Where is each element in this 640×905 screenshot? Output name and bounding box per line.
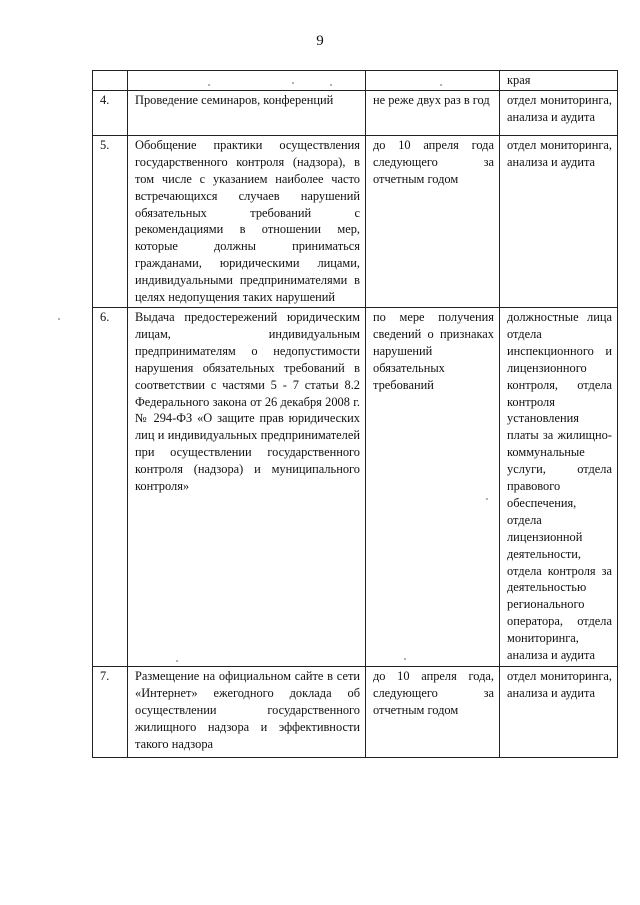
activity-responsible: отдел мониторинга, анализа и аудита (500, 90, 618, 135)
scan-speck (404, 658, 406, 660)
activity-name: Выдача предостережений юридическим лицам, индивидуальным предпринимателям о недопустимости нарушения обязательных требований в соответствии с частями 5 - 7 статьи 8.2 Федерального закона от 26 декабря 2008 г. № 294-ФЗ «О защите прав юридических лиц и индивидуальных предпринимателей при осуществлении государственного контроля (надзора) и муниципального контроля» (128, 307, 366, 666)
activity-term: до 10 апреля года следующего за отчетным годом (366, 135, 500, 307)
table-row-continuation (93, 71, 618, 91)
row-number: 6. (93, 307, 128, 666)
table-row (93, 307, 618, 666)
scan-speck (58, 318, 60, 320)
activity-term: до 10 апреля года, следующего за отчетным годом (366, 666, 500, 757)
activity-term (366, 71, 500, 91)
activity-plan-table (92, 70, 618, 758)
activity-responsible: края (500, 71, 618, 91)
table-row (93, 90, 618, 135)
activity-name: Обобщение практики осуществления государственного контроля (надзора), в том числе с указанием наиболее часто встречающихся случаев нарушений обязательных требований с рекомендациями в отношении мер, которые должны приниматься гражданами, юридическими лицами, индивидуальными предпринимателями в целях недопущения таких нарушений (128, 135, 366, 307)
activity-term: по мере получения сведений о признаках нарушений обязательных требований (366, 307, 500, 666)
activity-name: Размещение на официальном сайте в сети «Интернет» ежегодного доклада об осуществлении государственного жилищного надзора и эффективности такого надзора (128, 666, 366, 757)
activity-name: Проведение семинаров, конференций (128, 90, 366, 135)
row-number: 4. (93, 90, 128, 135)
scan-speck (330, 84, 332, 86)
activity-responsible: отдел мониторинга, анализа и аудита (500, 666, 618, 757)
table-row (93, 135, 618, 307)
table-row (93, 666, 618, 757)
activity-term: не реже двух раз в год (366, 90, 500, 135)
scan-speck (176, 660, 178, 662)
scan-speck (292, 82, 294, 84)
row-number (93, 71, 128, 91)
scan-speck (486, 498, 488, 500)
scan-speck (440, 84, 442, 86)
row-number: 7. (93, 666, 128, 757)
row-number: 5. (93, 135, 128, 307)
scan-speck (208, 84, 210, 86)
activity-responsible: отдел мониторинга, анализа и аудита (500, 135, 618, 307)
activity-responsible: должностные лица отдела инспекционного и лицензионного контроля, отдела контроля установления платы за жилищно-коммунальные услуги, отдела правового обеспечения, отдела лицензионной деятельности, отдела контроля за деятельностью регионального оператора, отдела мониторинга, анализа и аудита (500, 307, 618, 666)
activity-name (128, 71, 366, 91)
page-number: 9 (316, 33, 324, 49)
